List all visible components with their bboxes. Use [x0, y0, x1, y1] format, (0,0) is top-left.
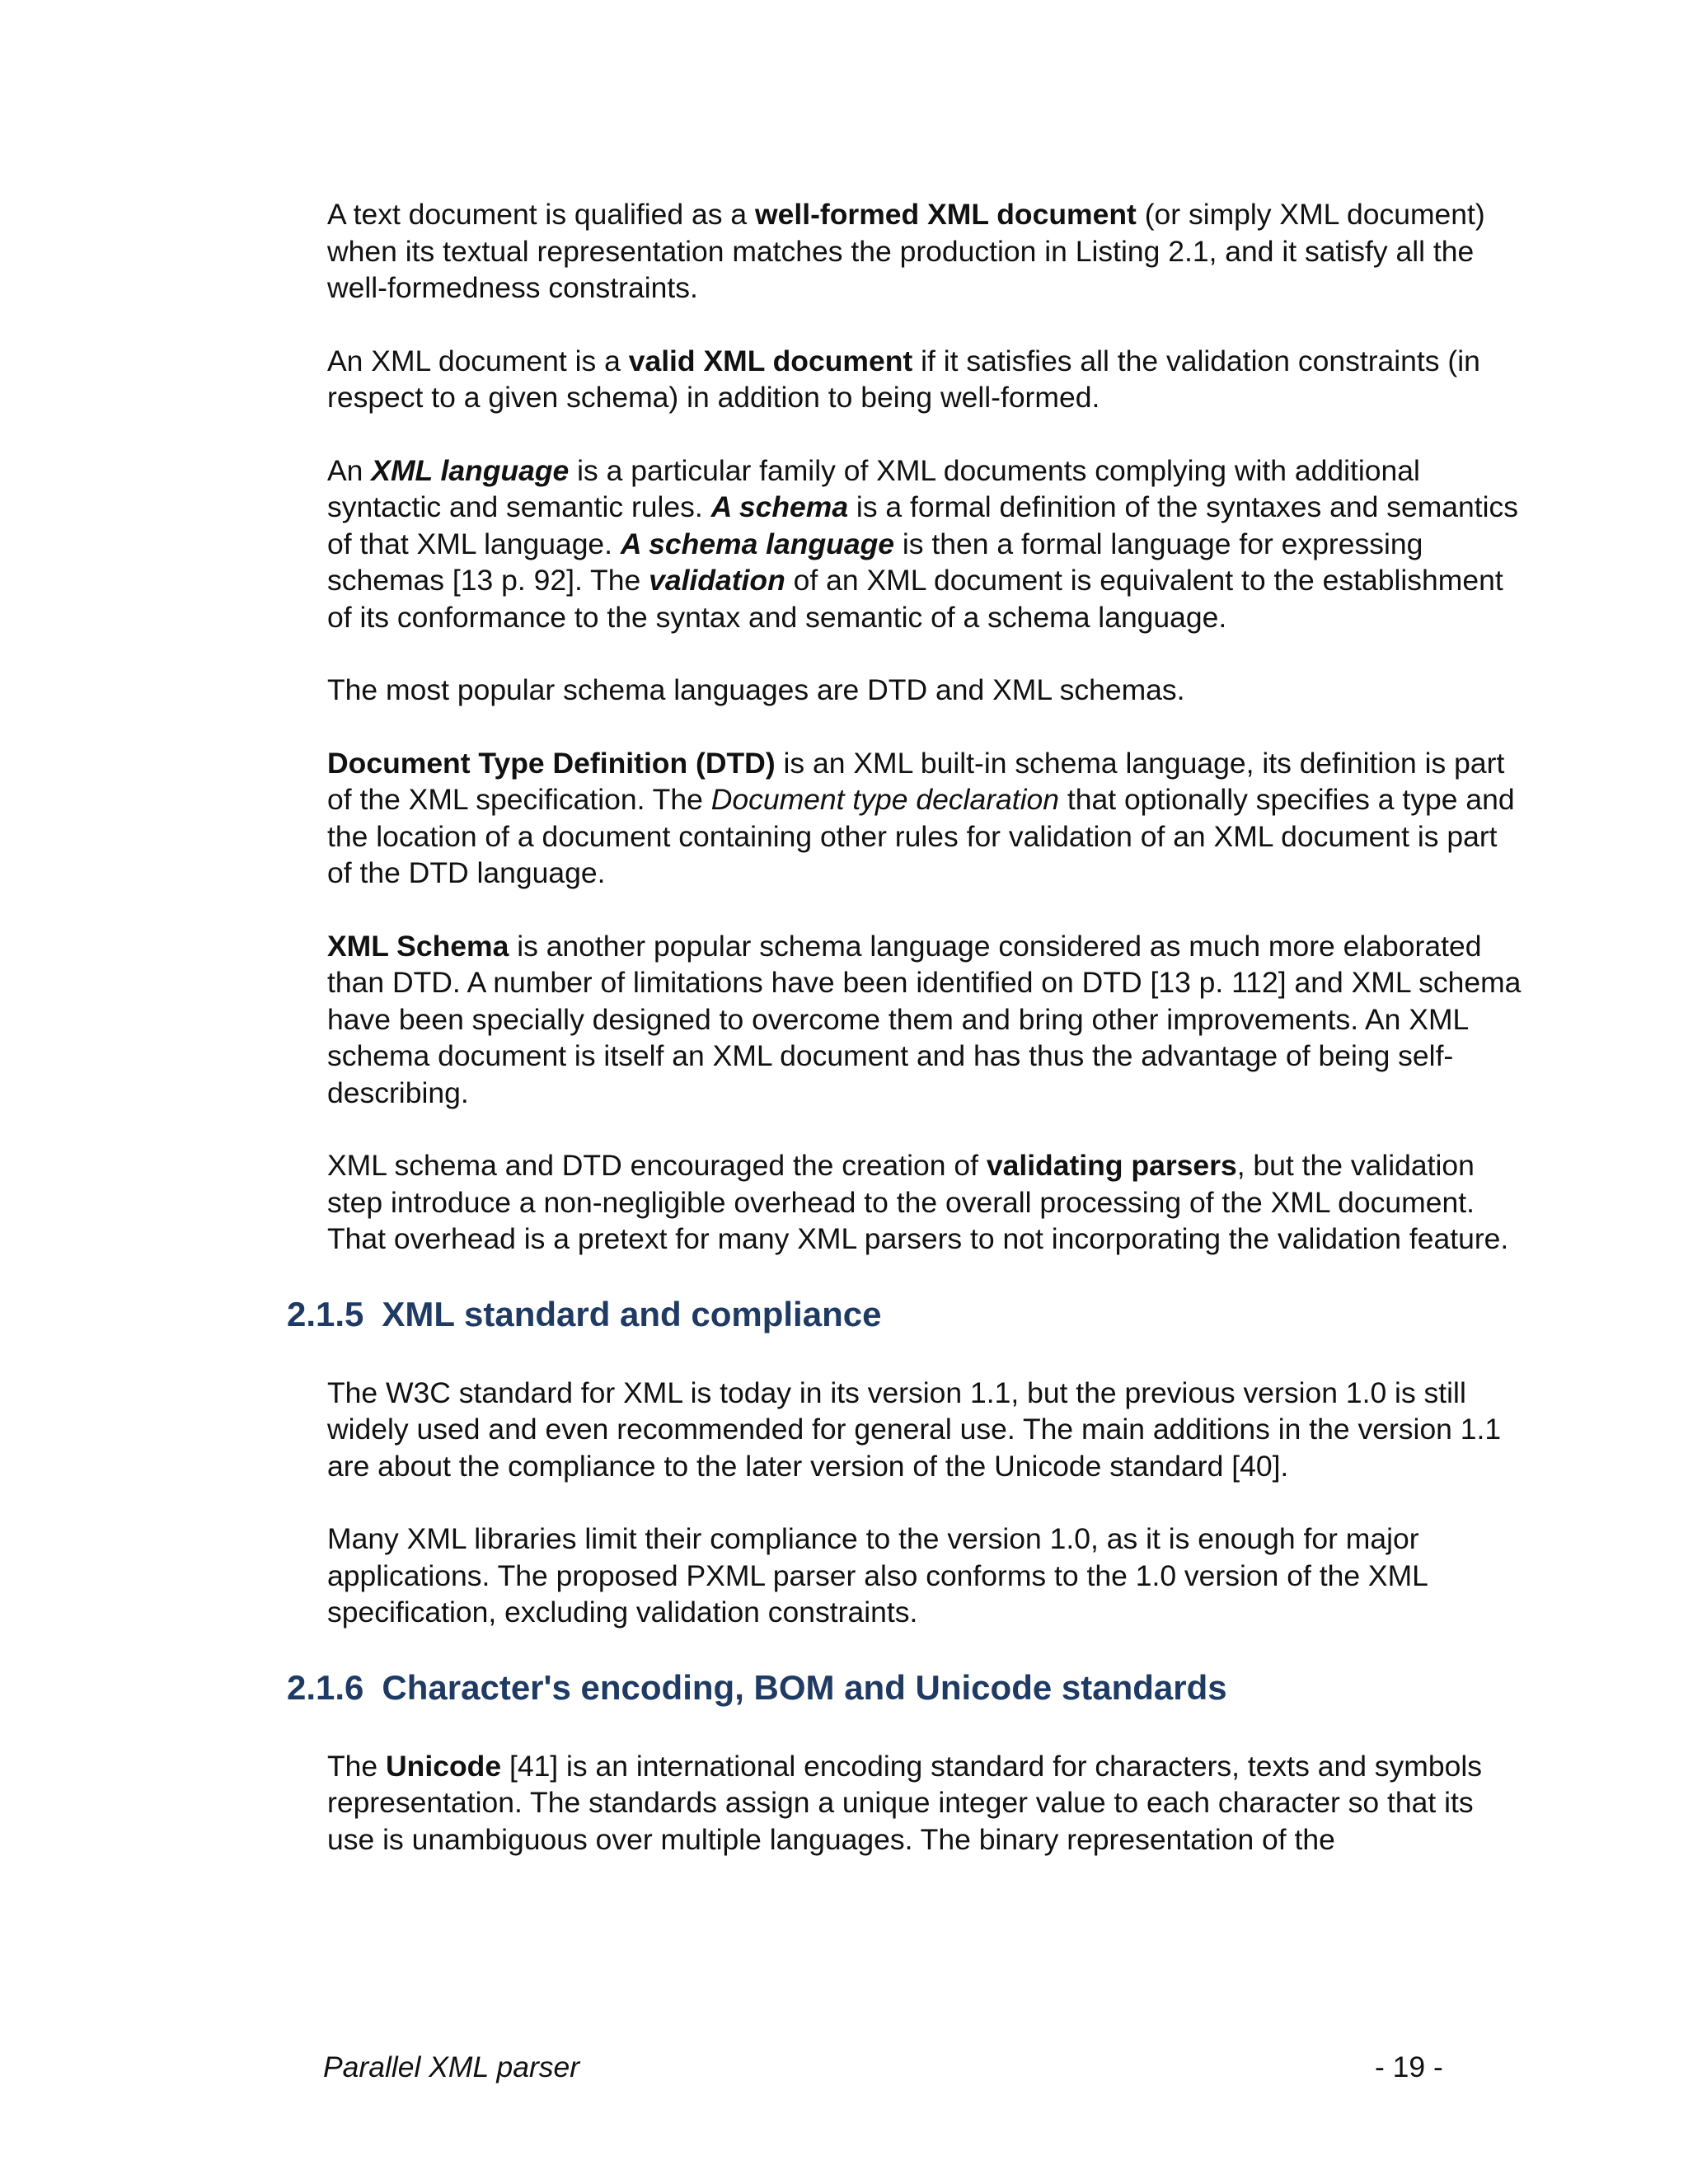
term-validation: validation — [649, 564, 785, 597]
term-schema-language: A schema language — [620, 527, 895, 560]
term-document-type-declaration: Document type declaration — [710, 783, 1059, 816]
term-unicode: Unicode — [386, 1749, 502, 1783]
paragraph-xml-language — [327, 452, 1522, 636]
paragraph-popular-schemas — [327, 672, 1522, 709]
text-run: The most popular schema languages are DTD and XML schemas. — [327, 673, 1185, 706]
text-run: is an XML built-in schema language, its definition is part of the XML specification. The — [327, 746, 1505, 816]
section-title: XML standard and compliance — [382, 1294, 882, 1333]
text-run: A text document is qualified as a — [327, 198, 755, 231]
paragraph-xml-schema — [327, 928, 1522, 1112]
page-body — [287, 196, 1522, 1894]
paragraph-validating-parsers — [327, 1147, 1522, 1258]
text-run: that optionally specifies a type and the location of a document containing other rules for validation of an XML document is part of the DTD language. — [327, 783, 1515, 889]
text-run: is then a formal language for expressing schemas [13 p. 92]. The — [327, 527, 1423, 597]
text-run: XML schema and DTD encouraged the creation of — [327, 1149, 987, 1182]
text-run: [41] is an international encoding standard for characters, texts and symbols representation. The standards assign a unique integer value to each character so that its use is unambiguous over multiple languages. The binary representation of the — [327, 1749, 1483, 1856]
term-schema: A schema — [710, 490, 849, 523]
term-xml-language: XML language — [371, 453, 570, 487]
text-run: is another popular schema language considered as much more elaborated than DTD. A number of limitations have been identified on DTD [13 p. 112] and XML schema have been specially designed to overcome them and bring other improvements. An XML schema document is itself an XML document and has thus the advantage of being self-describing. — [327, 929, 1522, 1109]
footer-document-title: Parallel XML parser — [323, 2050, 580, 2083]
section-heading-2-1-5 — [287, 1294, 1482, 1335]
paragraph-valid — [327, 343, 1522, 416]
section-title: Character's encoding, BOM and Unicode standards — [382, 1667, 1227, 1707]
section-number: 2.1.6 — [287, 1667, 364, 1707]
term-well-formed-xml-document: well-formed XML document — [755, 198, 1137, 231]
text-run: is a particular family of XML documents complying with additional syntactic and semantic rules. — [327, 453, 1420, 523]
text-run: An XML document is a — [327, 344, 629, 377]
paragraph-w3c-standard — [327, 1375, 1522, 1485]
footer-page-number: - 19 - — [1375, 2050, 1443, 2083]
text-run: The — [327, 1749, 387, 1783]
text-run: of an XML document is equivalent to the establishment of its conformance to the syntax and semantic of a schema language. — [327, 564, 1503, 634]
paragraph-xml-libraries — [327, 1521, 1522, 1631]
text-run: (or simply XML document) when its textual representation matches the production in Listing 2.1, and it satisfy all the well-formedness constraints. — [327, 198, 1485, 304]
paragraph-unicode — [327, 1748, 1522, 1858]
text-run: An — [327, 453, 372, 487]
term-dtd: Document Type Definition (DTD) — [327, 746, 776, 780]
section-heading-2-1-6 — [287, 1667, 1482, 1708]
text-run: The W3C standard for XML is today in its version 1.1, but the previous version 1.0 is still widely used and even recommended for general use. The main additions in the version 1.1 are about the compliance to the later version of the Unicode standard [40]. — [327, 1376, 1502, 1483]
term-valid-xml-document: valid XML document — [628, 344, 913, 377]
term-xml-schema: XML Schema — [327, 929, 509, 963]
text-run: , but the validation step introduce a non-negligible overhead to the overall processing of the XML document. That overhead is a pretext for many XML parsers to not incorporating the validation feature. — [327, 1149, 1509, 1255]
term-validating-parsers: validating parsers — [986, 1149, 1237, 1182]
text-run: is a formal definition of the syntaxes and semantics of that XML language. — [327, 490, 1519, 560]
paragraph-well-formed — [327, 196, 1522, 307]
text-run: Many XML libraries limit their compliance to the version 1.0, as it is enough for major applications. The proposed PXML parser also conforms to the 1.0 version of the XML specification, excluding validation constraints. — [327, 1522, 1428, 1629]
text-run: if it satisfies all the validation constraints (in respect to a given schema) in addition to being well-formed. — [327, 344, 1480, 414]
section-number: 2.1.5 — [287, 1294, 364, 1333]
paragraph-dtd — [327, 745, 1522, 892]
